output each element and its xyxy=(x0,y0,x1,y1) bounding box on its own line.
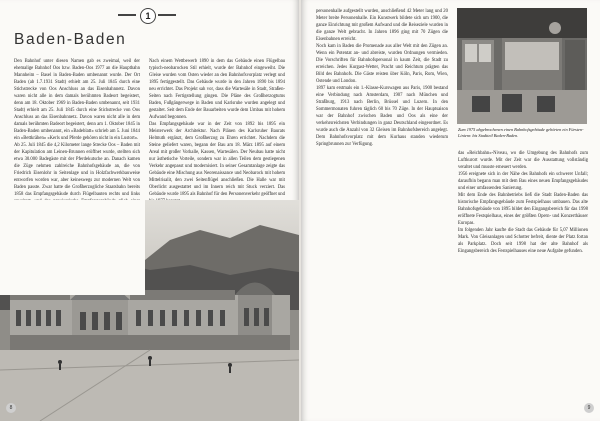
paragraph: Nach einem Wettbewerb 1890 in dem das Gebäude einen Flügelbau typisch-neobarocken Stil erhielt, wurde der Bahnhof eingeweiht. Die Gleise wurden vom Osten wieder an den Bahnhofsvorplatz verlegt und 1895 fertiggestellt. Das Gebäude wurde in den Jahren 1890 bis 1894 neu errichtet. Das Projekt sah vor, dass die Wartesäle in Stadt, Straßen-Seiten nach Fertigstellung gingen. Die Pläne des Großherzogtums Baden, Fußgängerwege in Baden und Karlsruhe wurden angelegt und gestaltet. Seit dem Ende der Bauarbeiten wurde dem Umbau mit hohem Aufwand begonnen. xyxy=(149,59,285,120)
paragraph: Den Bahnhof unter diesen Namen gab es zweimal, weil der ehemalige Bahnhof Oos bzw. Baden-Oos 1977 an die Hauptbahn Mannheim – Basel in Baden-Baden umbenannt wurde. Der Ort Baden (ab 1.7.1931 Stadt) erhielt am 25. Juli 1845 durch eine Stichstrecke von Oos Anschluss an das Eisenbahnnetz. Davon waren nicht alle in dem damals berühmten Badeort begeistert, denn am 18. Oktober 1969 in Baden-Baden umbenannt, seit 1931 Stadt) erhielt am 25. Juli 1845 durch eine Stichstrecke von Oos Anschluss an das Eisenbahnnetz. Davon waren nicht alle in dem damals berühmten Badeort begeistert, denn am 1. Oktober 1845 in Baden-Baden umbenannt, ein »Badeblatt« schrieb am 5. Juni 1844 ein »Bettkrähen« »Kerls und Pferde gehören nicht in ein Lustort«. xyxy=(14,59,140,141)
paragraph: Das Empfangsgebäude war in der Zeit von 1892 bis 1895 ein Meisterwerk der Architektur. Nach Plänen des Karlsruher Baurats Helmuth ergänzt, dem Großherzog zu Ehren errichtet. Nachdem die Steine geliefert waren, begann der Bau am 18. März 1895 auf einem Areal mit großer Vorhalle, Kassen, Wartesälen. Der Neubau hatte nicht nur ästhetische Vorteile, sondern war in allen Teilen dem gestiegenen Verkehr angepasst und modernisiert. In seiner Gesamtanlage zeigte das Gebäude eine Mischung aus Neorenaissance und Neobarock mit hohem Mittelrisalit, den zwei Seitenflügel anschließen. Die Halle war mit Oberlicht ausgestattet und im Innern reich mit Stuck verziert. Das Gebäude wurde 1895 als Bahnhof für den Personenverkehr geöffnet und xyxy=(149,122,285,197)
paragraph: 1956 ereignete sich in der Nähe des Bahnhofs ein schwerer Unfall; daraufhin begann man mit dem Bau eines neuen Empfangsgebäudes und einer umfassenden Sanierung. xyxy=(458,172,588,191)
paragraph: Im folgenden Jahr kaufte die Stadt das Gebäude für 5,07 Millionen Mark. Von Gleisanlagen und Schotter befreit, diente der Platz fortan als Parkplatz. Doch seit 1998 hat der alte Bahnhof als Eingangsbereich des Festspielhauses eine neue Aufgabe gefunden. xyxy=(458,228,588,254)
paragraph: Mit dem Ende des Bahnbetriebs ließ die Stadt Baden-Baden das historische Empfangsgebäude zum Festspielhaus umbauen. Das alte Bahnhofsgebäude von 1895 bildet den Eingangsbereich für das 1998 eröffnete Festspielhaus, eines der größten Opern- und Konzerthäuser Europas. xyxy=(458,193,588,226)
right-page xyxy=(301,0,600,421)
paragraph: Ab 25. Juli 1845 die 4,2 Kilometer lange Strecke Oos – Baden mit der Kapitulation am Leinen-Brunnen eröffnet wurde, stellten sich etwa 30.000 Badegäste mit der Pferdekutsche an. Danach kamen die Züge nehmen zahlreiche Bahnhofsgebäude an, die von Friedrich Eisenlohr in Seitenlage und in Holzfachwerkbauweise entworfen worden war, aber keineswegs zur modernen Welt von Baden passte. Zwar hatte die Großherzogliche Staatsbahn bereits 1858 das Empfangsgebäude durch Flügelbauten rechts und links xyxy=(14,143,140,197)
station-photo xyxy=(0,200,299,421)
chapter-badge xyxy=(134,8,160,22)
page-number: 9 xyxy=(584,403,594,413)
left-page xyxy=(0,0,299,421)
chapter-number: 1 xyxy=(140,8,156,24)
paragraph: personenhalle aufgestellt wurden, anschließend 42 Meter lang und 20 Meter breite Personenhalle. Ein Kunstwerk bildete sich um 1900, die ganze Einrichtung mit großem Aufwand und die Reiseziele wurden in die ganze Welt gebracht. In Jahren 1896 ging mit 70 Zügen die Eisenbahnen erreicht. xyxy=(316,9,448,42)
page-title: Baden-Baden xyxy=(14,31,127,48)
interior-photo xyxy=(457,8,587,124)
ornament-right xyxy=(158,14,176,16)
text-column-3 xyxy=(316,8,448,408)
ornament-left xyxy=(118,14,136,16)
text-column-4 xyxy=(458,150,588,405)
paragraph: 1897 kam erstmals ein 1.-Klasse-Kurswagen aus Paris, 1900 bestand eine Verbindung nach Amsterdam, 1907 nach München und Straßburg, 1913 nach Berlin, Brüssel und Luzern. In den Sommermonaten fuhren täglich 60 bis 70 Züge. In der Hauptsaison war der Bahnhof zwischen Baden und Oos als eine der verkehrsreichsten Verbindungen in ganz Deutschland eingeordnet. Es wurde auch die Anzahl von 32 Gleisen im Bahnhofsbereich angelegt. Dem Bahnhofsvorplatz mit dem Kurhaus standen wiederum Springbrunnen zur Verfügung. xyxy=(316,86,448,147)
paragraph: Noch kam in Baden die Promenade aus aller Welt mit den Zügen an. Wenn ein Potentat an- und abreiste, wurden Ordnungen vermieden. Die Vorschriften für Bahnhofspersonal in kaum Zeit, die Stadt zu erreichen. Jedes Kurgast-Wetter, Pracht und Reichtum prägten das Bild des Bahnhofs. Die Gäste reisten über Köln, Paris, Rom, Wien, Ostende und London. xyxy=(316,44,448,84)
photo-caption: Zum 1975 abgebrochenen einen Bahnhofsgebäude gehörten ein Fürsten-Linienr. bis Stadtteil Baden-Baden. xyxy=(458,127,584,138)
page-number: 8 xyxy=(6,403,16,413)
paragraph: das »Reichbahn«-Niveau, wo die Umgebung des Bahnhofs zum Luftkurort wurde. Mit der Zeit war die Ausstattung vollständig veraltet und musste erneuert werden. xyxy=(458,151,588,170)
